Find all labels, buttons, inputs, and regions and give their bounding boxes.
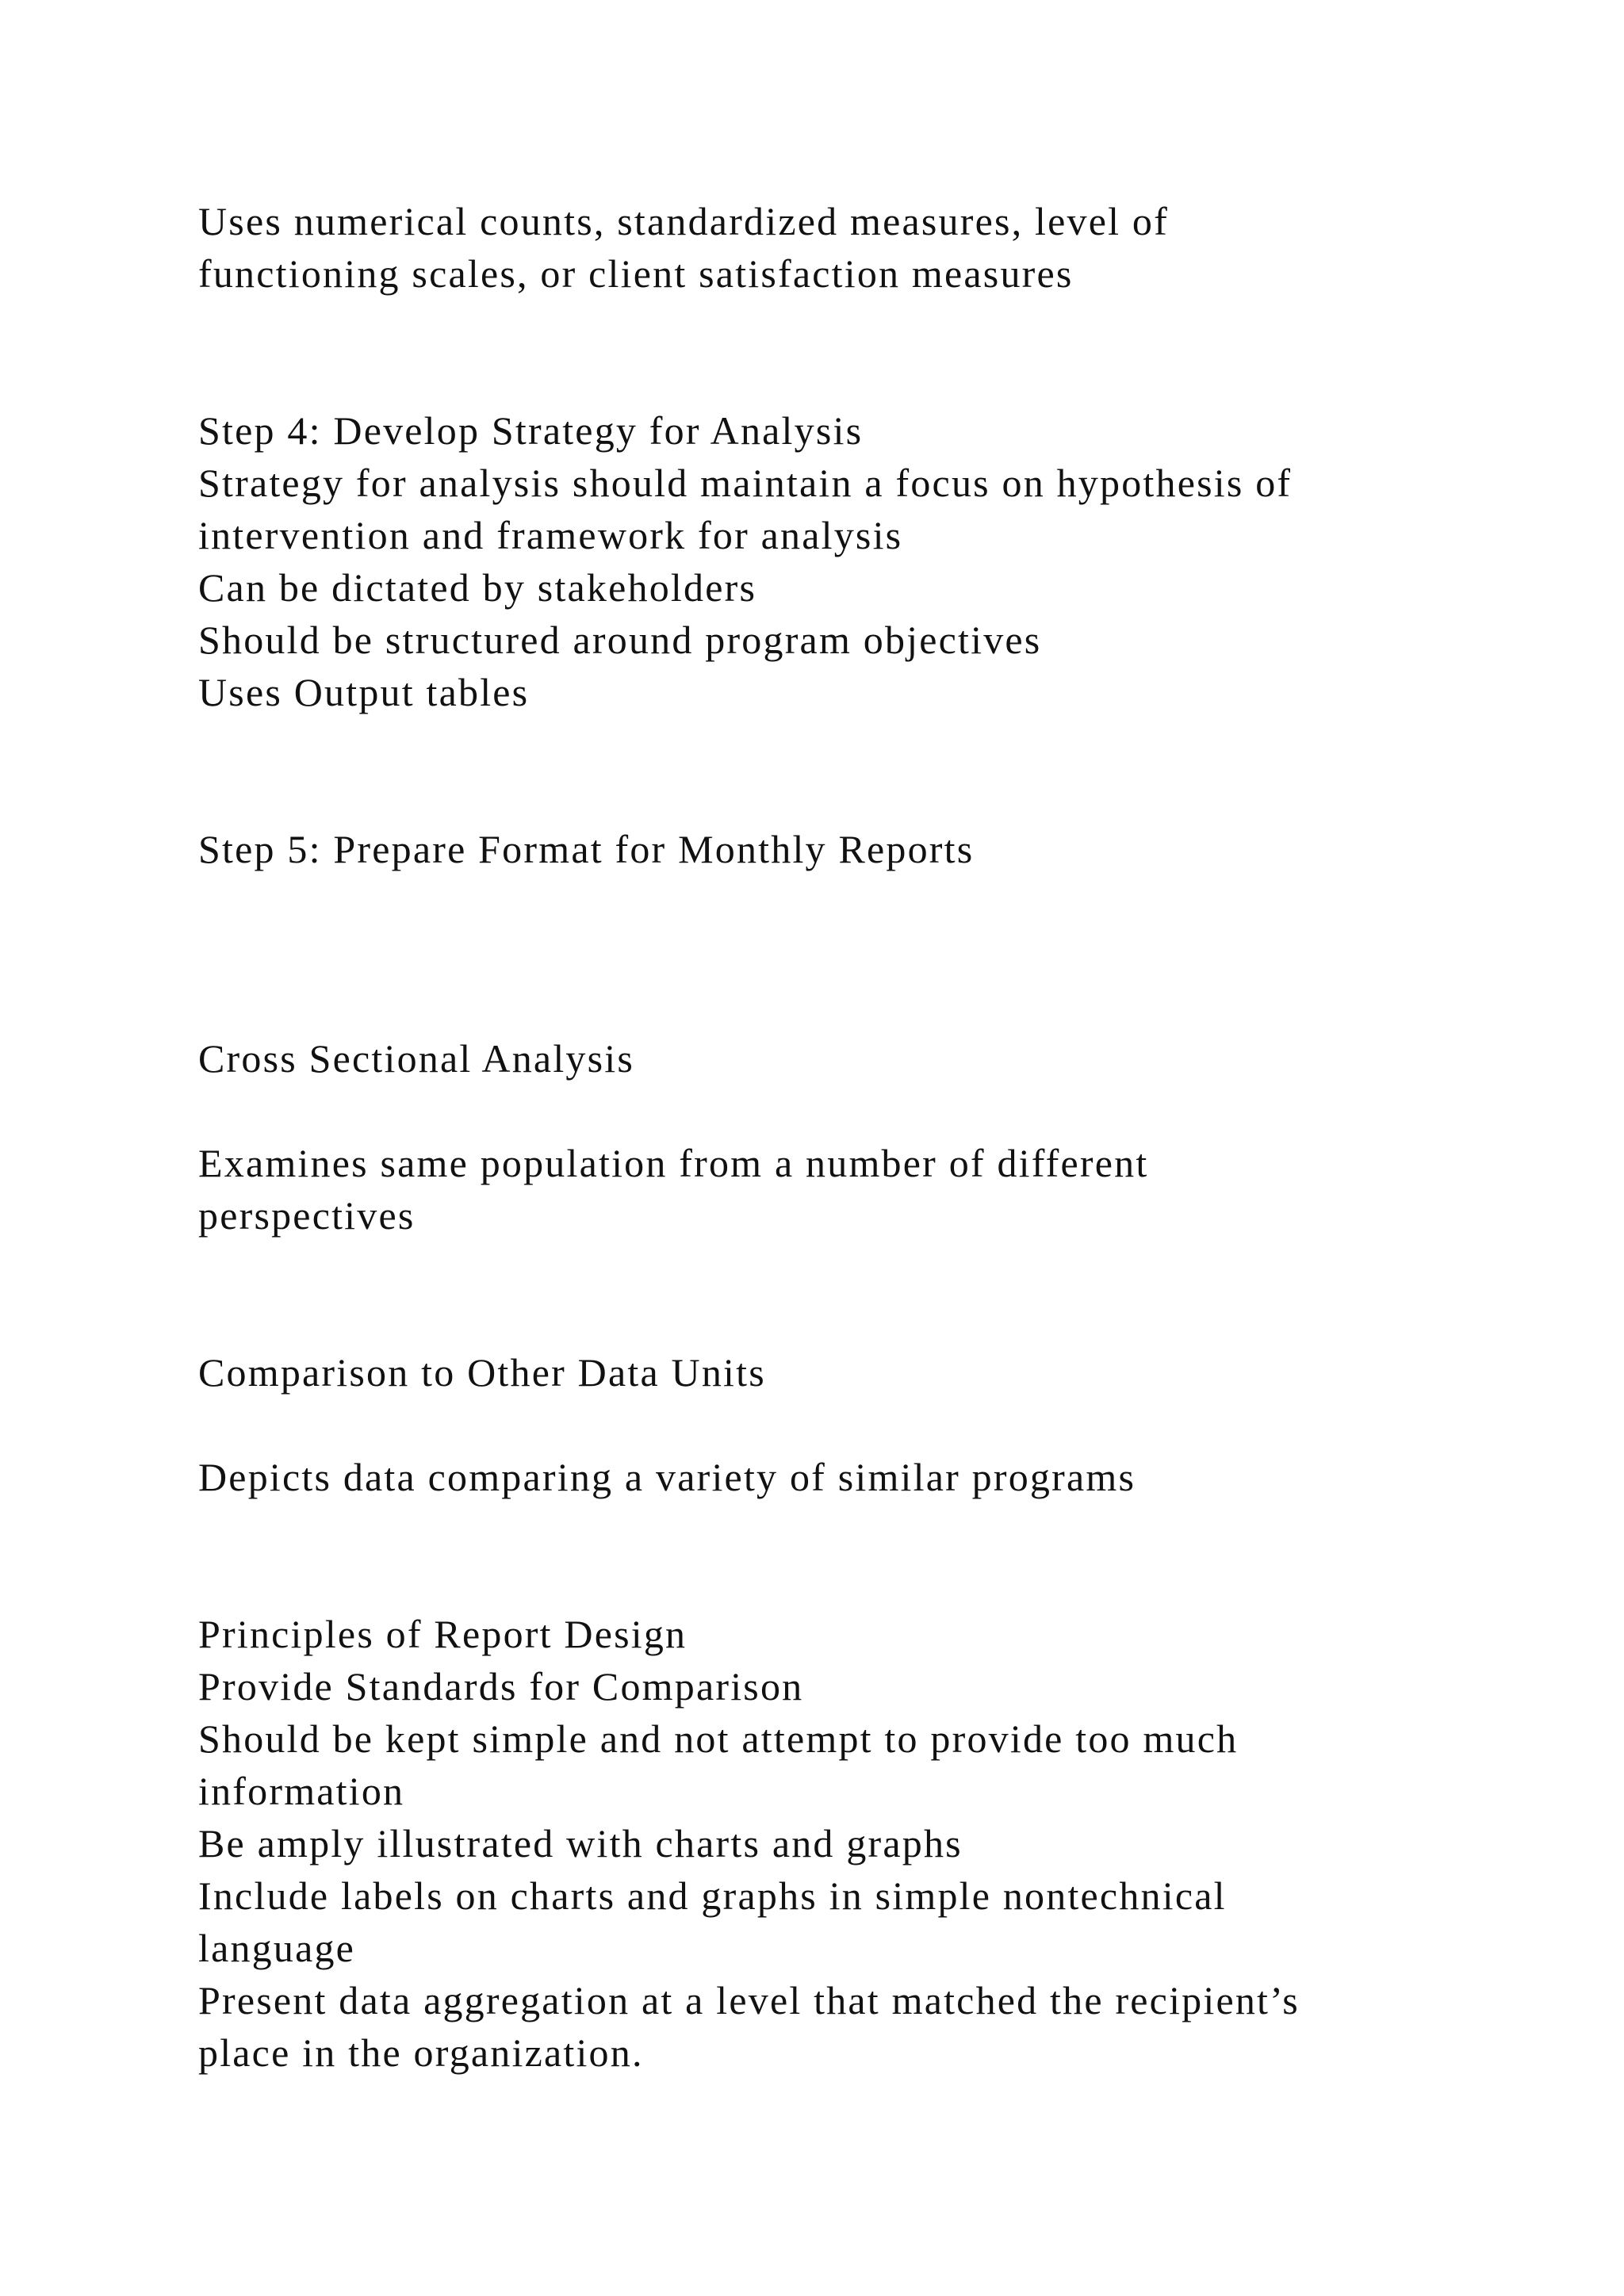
spacer [198,1085,1467,1137]
spacer [198,875,1467,1032]
text-line: intervention and framework for analysis [198,513,903,557]
spacer [198,1399,1467,1451]
text-line: Uses Output tables [198,670,530,714]
section-heading-step-5: Step 5: Prepare Format for Monthly Reports [198,827,975,871]
spacer [198,300,1467,404]
document-body [198,195,1467,2079]
section-heading-comparison: Comparison to Other Data Units [198,1350,766,1395]
text-line: Uses numerical counts, standardized measures, level of [198,199,1169,243]
text-line: Strategy for analysis should maintain a focus on hypothesis of [198,461,1293,505]
text-line: Provide Standards for Comparison [198,1664,804,1709]
text-line: Be amply illustrated with charts and graphs [198,1821,963,1866]
text-line: Should be kept simple and not attempt to provide too much [198,1716,1239,1761]
text-line: language [198,1926,356,1970]
section-heading-step-4: Step 4: Develop Strategy for Analysis [198,408,864,453]
section-heading-report-design: Principles of Report Design [198,1612,688,1656]
text-line: Present data aggregation at a level that matched the recipient’s [198,1978,1300,2022]
text-line: Depicts data comparing a variety of similar programs [198,1455,1136,1499]
text-line: place in the organization. [198,2030,644,2075]
section-heading-cross-sectional: Cross Sectional Analysis [198,1036,635,1081]
text-line: functioning scales, or client satisfaction measures [198,251,1074,296]
text-line: Can be dictated by stakeholders [198,565,757,610]
text-line: information [198,1769,405,1813]
spacer [198,718,1467,823]
text-line: perspectives [198,1193,416,1238]
text-line: Include labels on charts and graphs in simple nontechnical [198,1873,1227,1918]
text-line: Examines same population from a number of different [198,1141,1149,1185]
spacer [198,1242,1467,1346]
spacer [198,1503,1467,1608]
text-line: Should be structured around program objectives [198,618,1042,662]
